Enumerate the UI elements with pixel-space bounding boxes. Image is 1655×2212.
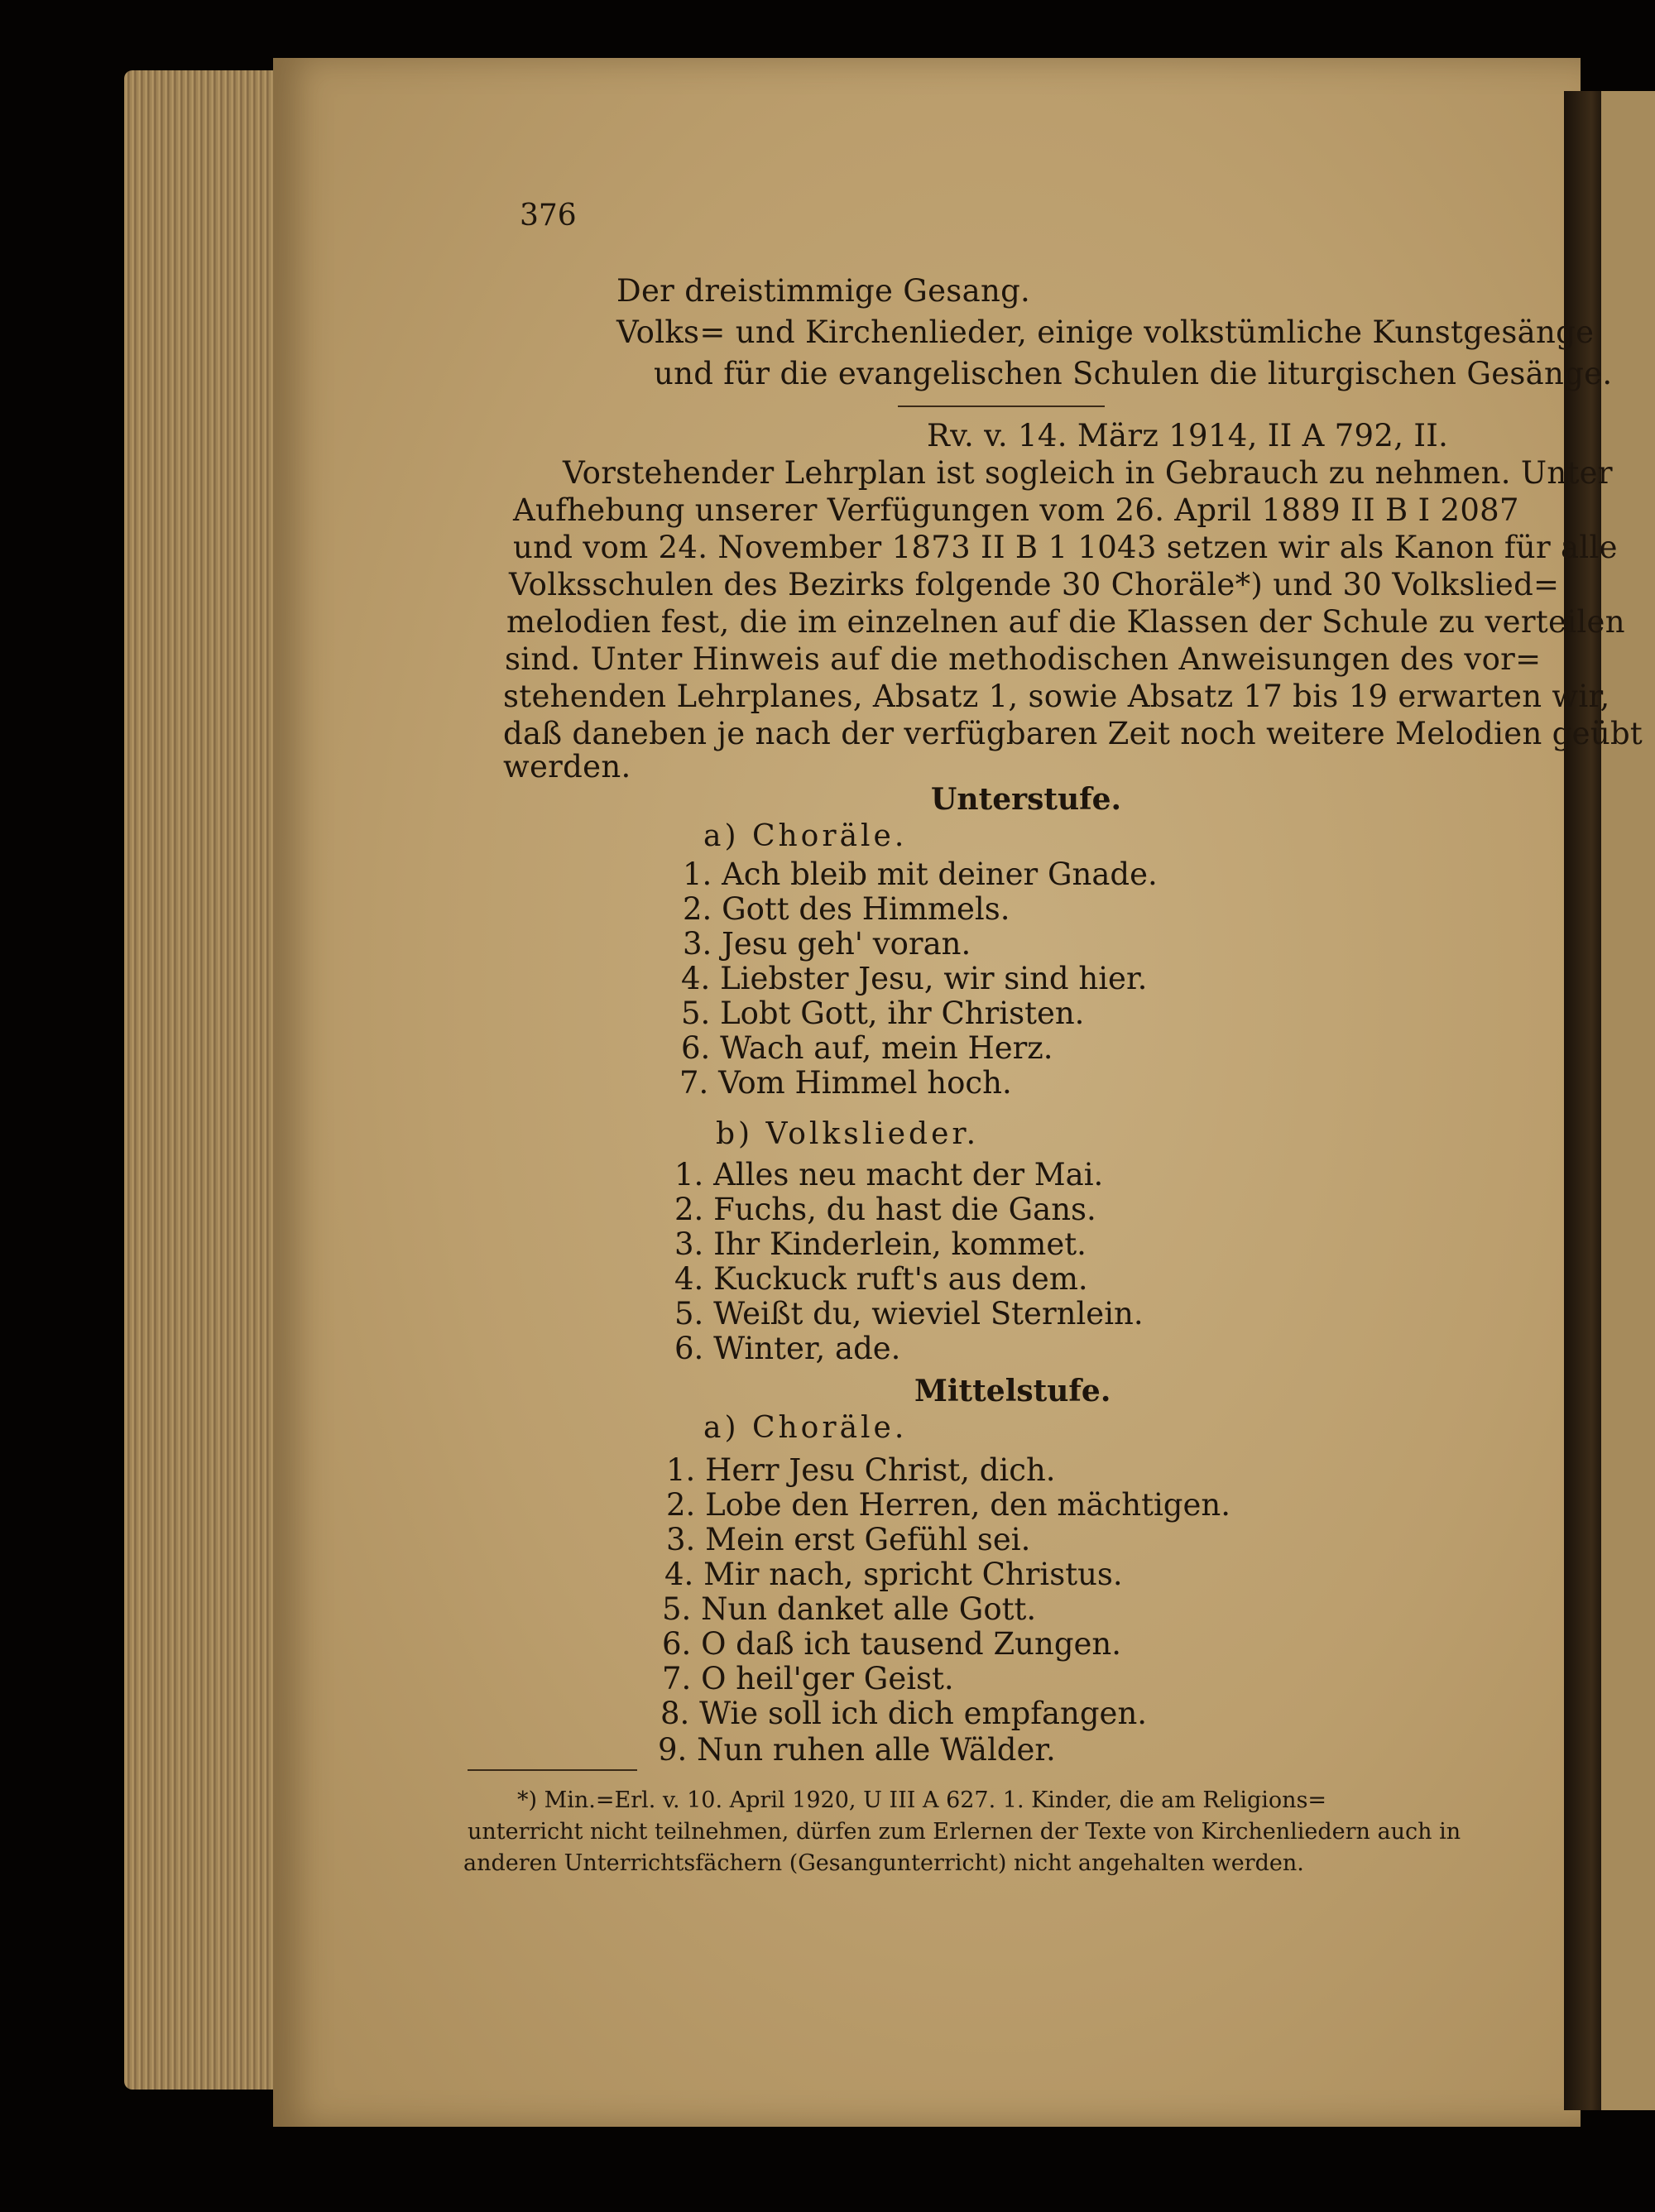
item-text: Mir nach, spricht Christus. xyxy=(703,1557,1123,1592)
item-number: 1. xyxy=(683,856,712,892)
list-item xyxy=(666,1487,1230,1523)
footnote-line: unterricht nicht teilnehmen, dürfen zum Erlernen der Texte von Kirchenliedern auch in xyxy=(468,1819,1461,1845)
list-item xyxy=(683,926,971,962)
body-line: Aufhebung unserer Verfügungen vom 26. April 1889 II B I 2087 xyxy=(513,492,1519,528)
item-number: 2. xyxy=(683,891,712,927)
body-line: und vom 24. November 1873 II B 1 1043 setzen wir als Kanon für alle xyxy=(513,530,1618,565)
list-item xyxy=(664,1557,1123,1592)
footnote-line: anderen Unterrichtsfächern (Gesangunterricht) nicht angehalten werden. xyxy=(463,1850,1304,1876)
item-text: Jesu geh' voran. xyxy=(722,926,971,962)
item-text: O daß ich tausend Zungen. xyxy=(701,1626,1121,1662)
item-text: Herr Jesu Christ, dich. xyxy=(705,1452,1056,1488)
item-text: Mein erst Gefühl sei. xyxy=(705,1522,1031,1557)
item-number: 6. xyxy=(662,1626,692,1662)
item-number: 7. xyxy=(679,1065,709,1101)
list-item xyxy=(662,1626,1121,1662)
item-number: 4. xyxy=(674,1261,704,1297)
item-number: 8. xyxy=(660,1696,690,1731)
section-heading-unterstufe: Unterstufe. xyxy=(931,782,1122,817)
item-number: 1. xyxy=(674,1157,704,1192)
list-item xyxy=(681,961,1147,996)
item-number: 5. xyxy=(674,1296,704,1332)
list-item xyxy=(674,1296,1144,1332)
body-line: Vorstehender Lehrplan ist sogleich in Gebrauch zu nehmen. Unter xyxy=(563,455,1613,491)
section-heading-mittelstufe: Mittelstufe. xyxy=(914,1374,1111,1408)
item-text: Kuckuck ruft's aus dem. xyxy=(713,1261,1088,1297)
intro-line: Volks= und Kirchenlieder, einige volkstümliche Kunstgesänge xyxy=(616,314,1595,350)
body-line: melodien fest, die im einzelnen auf die Klassen der Schule zu verteilen xyxy=(506,604,1625,640)
item-text: O heil'ger Geist. xyxy=(701,1661,954,1696)
intro-line: Der dreistimmige Gesang. xyxy=(616,273,1031,309)
item-number: 7. xyxy=(662,1661,692,1696)
list-item xyxy=(662,1661,954,1696)
list-item xyxy=(658,1732,1056,1768)
item-number: 4. xyxy=(664,1557,694,1592)
item-text: Winter, ade. xyxy=(713,1331,901,1366)
item-text: Nun danket alle Gott. xyxy=(701,1591,1037,1627)
list-item xyxy=(679,1065,1012,1101)
item-text: Fuchs, du hast die Gans. xyxy=(713,1192,1096,1227)
list-item xyxy=(674,1226,1087,1262)
body-line: stehenden Lehrplanes, Absatz 1, sowie Absatz 17 bis 19 erwarten wir, xyxy=(503,679,1610,714)
item-number: 6. xyxy=(674,1331,704,1366)
list-item xyxy=(681,996,1084,1031)
list-item xyxy=(683,891,1010,927)
item-text: Nun ruhen alle Wälder. xyxy=(697,1732,1056,1768)
item-text: Ihr Kinderlein, kommet. xyxy=(713,1226,1087,1262)
list-item xyxy=(674,1261,1088,1297)
list-item xyxy=(662,1591,1036,1627)
item-text: Weißt du, wieviel Sternlein. xyxy=(713,1296,1144,1332)
subsection-label: a) Choräle. xyxy=(703,819,908,853)
item-text: Wach auf, mein Herz. xyxy=(720,1030,1053,1066)
list-item xyxy=(666,1522,1030,1557)
page-number: 376 xyxy=(520,199,577,233)
item-number: 9. xyxy=(658,1732,688,1768)
item-number: 5. xyxy=(681,996,711,1031)
item-number: 4. xyxy=(681,961,711,996)
intro-line: und für die evangelischen Schulen die liturgischen Gesänge. xyxy=(654,356,1613,391)
item-number: 3. xyxy=(683,926,712,962)
section-divider xyxy=(898,405,1105,407)
item-text: Lobt Gott, ihr Christen. xyxy=(720,996,1085,1031)
item-text: Wie soll ich dich empfangen. xyxy=(699,1696,1148,1731)
item-text: Gott des Himmels. xyxy=(722,891,1010,927)
item-number: 5. xyxy=(662,1591,692,1627)
item-text: Vom Himmel hoch. xyxy=(718,1065,1012,1101)
item-text: Alles neu macht der Mai. xyxy=(713,1157,1104,1192)
list-item xyxy=(660,1696,1147,1731)
item-text: Liebster Jesu, wir sind hier. xyxy=(720,961,1148,996)
list-item xyxy=(683,856,1158,892)
list-item xyxy=(674,1157,1103,1192)
item-number: 1. xyxy=(666,1452,696,1488)
footnote-line: *) Min.=Erl. v. 10. April 1920, U III A 627. 1. Kinder, die am Religions= xyxy=(517,1787,1327,1813)
item-text: Lobe den Herren, den mächtigen. xyxy=(705,1487,1230,1523)
body-line: daß daneben je nach der verfügbaren Zeit noch weitere Melodien geübt xyxy=(503,716,1643,751)
item-number: 2. xyxy=(666,1487,696,1523)
item-number: 3. xyxy=(666,1522,696,1557)
list-item xyxy=(681,1030,1053,1066)
item-number: 3. xyxy=(674,1226,704,1262)
footnote-divider xyxy=(468,1769,637,1771)
subsection-label: a) Choräle. xyxy=(703,1411,908,1445)
list-item xyxy=(674,1331,900,1366)
body-line: Volksschulen des Bezirks folgende 30 Choräle*) und 30 Volkslied= xyxy=(509,567,1560,602)
list-item xyxy=(666,1452,1056,1488)
item-number: 6. xyxy=(681,1030,711,1066)
item-number: 2. xyxy=(674,1192,704,1227)
subsection-label: b) Volkslieder. xyxy=(716,1117,980,1151)
body-line: werden. xyxy=(503,749,631,785)
decree-reference: Rv. v. 14. März 1914, II A 792, II. xyxy=(927,418,1449,453)
body-line: sind. Unter Hinweis auf die methodischen Anweisungen des vor= xyxy=(505,641,1542,677)
item-text: Ach bleib mit deiner Gnade. xyxy=(722,856,1158,892)
list-item xyxy=(674,1192,1096,1227)
